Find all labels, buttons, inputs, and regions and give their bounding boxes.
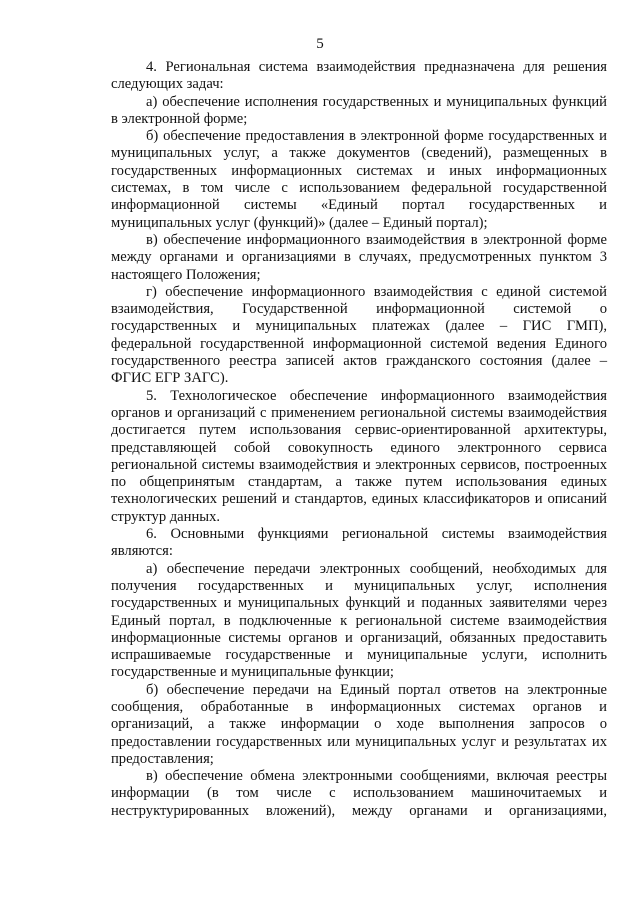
- page-number: 5: [316, 36, 324, 52]
- paragraph-6b: б) обеспечение передачи на Единый портал ответов на электронные сообщения, обработанные в информационных системах органов и организаций, а также информации о ходе выполнения запросов о предоставлении государственных или муниципальных услуг и результатах их предоставления;: [111, 681, 607, 767]
- paragraph-4: 4. Региональная система взаимодействия предназначена для решения следующих задач:: [111, 59, 607, 93]
- document-body: [111, 59, 607, 820]
- paragraph-4b: б) обеспечение предоставления в электронной форме государственных и муниципальных услуг, а также документов (сведений), размещенных в государственных информационных системах и иных информационных системах, в том числе с использованием федеральной государственной информационной системы «Единый портал государственных и муниципальных услуг (функций)» (далее – Единый портал);: [111, 128, 607, 231]
- paragraph-4a: а) обеспечение исполнения государственных и муниципальных функций в электронной форме;: [111, 93, 607, 127]
- paragraph-4v: в) обеспечение информационного взаимодействия в электронной форме между органами и организациями в случаях, предусмотренных пунктом 3 настоящего Положения;: [111, 231, 607, 283]
- paragraph-6: 6. Основными функциями региональной системы взаимодействия являются:: [111, 526, 607, 560]
- paragraph-5: 5. Технологическое обеспечение информационного взаимодействия органов и организаций с применением региональной системы взаимодействия достигается путем использования сервис-ориентированной архитектуры, представляющей собой совокупность единого электронного сервиса региональной системы взаимодействия и электронных сервисов, построенных по общепринятым стандартам, а также путем использования единых технологических решений и стандартов, единых классификаторов и описаний структур данных.: [111, 387, 607, 525]
- paragraph-6a: а) обеспечение передачи электронных сообщений, необходимых для получения государственных и муниципальных услуг, исполнения государственных и муниципальных функций и поданных заявителями через Единый портал, в подключенные к региональной системе взаимодействия информационные системы органов и организаций, обязанных предоставить испрашиваемые государственные и муниципальные услуги, исполнить государственные и муниципальные функции;: [111, 560, 607, 681]
- paragraph-6v: в) обеспечение обмена электронными сообщениями, включая реестры информации (в том числе с использованием машиночитаемых и неструктурированных вложений), между органами и организациями,: [111, 768, 607, 819]
- paragraph-4g: г) обеспечение информационного взаимодействия с единой системой взаимодействия, Государственной информационной системой о государственных и муниципальных платежах (далее – ГИС ГМП), федеральной государственной информационной системой ведения Единого государственного реестра записей актов гражданского состояния (далее – ФГИС ЕГР ЗАГС).: [111, 283, 607, 387]
